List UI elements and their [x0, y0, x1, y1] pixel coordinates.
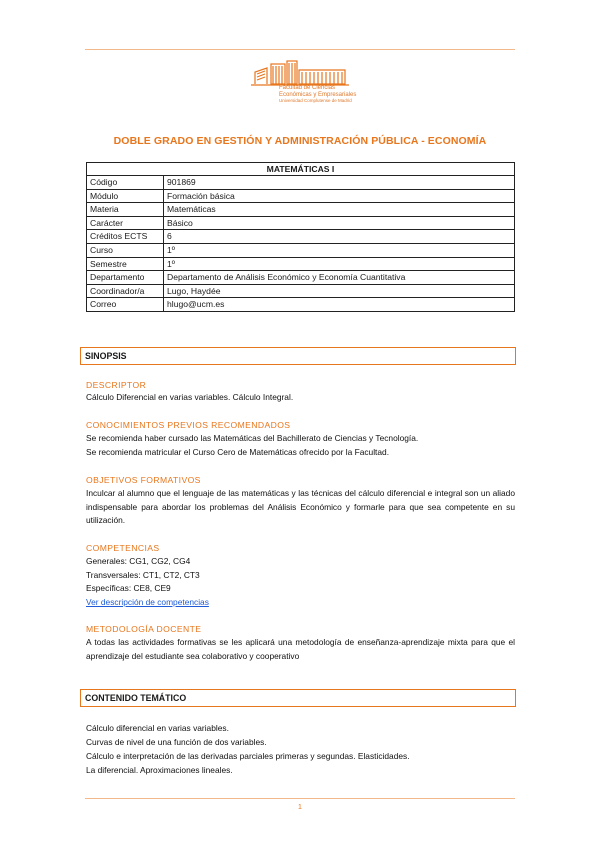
logo-text [279, 85, 356, 105]
conocimientos-label: CONOCIMIENTOS PREVIOS RECOMENDADOS [86, 420, 291, 430]
contenido-line: Curvas de nivel de una función de dos variables. [86, 737, 267, 747]
faculty-logo [245, 58, 357, 116]
metodologia-text: A todas las actividades formativas se les aplicará una metodología de enseñanza-aprendizaje mixta para que el aprendizaje del estudiante sea colaborativo y cooperativo [86, 637, 515, 661]
logo-line: Facultad de Ciencias [279, 85, 336, 91]
contenido-line: Cálculo e interpretación de las derivadas parciales primeras y segundas. Elasticidades. [86, 751, 410, 761]
descriptor-label: DESCRIPTOR [86, 380, 147, 390]
contenido-heading: CONTENIDO TEMÁTICO [80, 689, 516, 707]
row-label: Curso [87, 243, 164, 257]
table-row [87, 298, 515, 312]
row-label: Módulo [87, 189, 164, 203]
row-label: Código [87, 176, 164, 190]
sinopsis-heading: SINOPSIS [80, 347, 516, 365]
row-label: Créditos ECTS [87, 230, 164, 244]
row-value: Matemáticas [164, 203, 515, 217]
conocimientos-line: Se recomienda matricular el Curso Cero de Matemáticas ofrecido por la Facultad. [86, 447, 390, 457]
logo-line: Económicas y Empresariales [279, 91, 357, 98]
row-value: Departamento de Análisis Económico y Economía Cuantitativa [164, 271, 515, 285]
row-label: Semestre [87, 257, 164, 271]
building-logo-icon [245, 58, 357, 88]
table-row [87, 216, 515, 230]
competencias-label: COMPETENCIAS [86, 543, 160, 553]
table-row [87, 189, 515, 203]
table-row [87, 257, 515, 271]
metodologia-label: METODOLOGÍA DOCENTE [86, 624, 202, 634]
row-value: Lugo, Haydée [164, 284, 515, 298]
row-label: Carácter [87, 216, 164, 230]
course-info-table [86, 162, 515, 312]
competencias-line: Específicas: CE8, CE9 [86, 583, 171, 593]
row-value: Básico [164, 216, 515, 230]
table-row [87, 271, 515, 285]
contenido-line: La diferencial. Aproximaciones lineales. [86, 765, 233, 775]
table-row [87, 176, 515, 190]
row-value: 6 [164, 230, 515, 244]
table-row [87, 230, 515, 244]
page-number: 1 [298, 804, 302, 811]
row-value: 1º [164, 257, 515, 271]
degree-title: DOBLE GRADO EN GESTIÓN Y ADMINISTRACIÓN PÚBLICA - ECONOMÍA [113, 135, 487, 147]
row-label: Materia [87, 203, 164, 217]
course-name-heading: MATEMÁTICAS I [87, 163, 515, 176]
competencias-line: Transversales: CT1, CT2, CT3 [86, 570, 200, 580]
row-label: Coordinador/a [87, 284, 164, 298]
row-value: 901869 [164, 176, 515, 190]
competencias-line: Generales: CG1, CG2, CG4 [86, 556, 191, 566]
row-label: Correo [87, 298, 164, 312]
table-header-row [87, 163, 515, 176]
header-rule [85, 49, 515, 50]
table-row [87, 284, 515, 298]
objetivos-text: Inculcar al alumno que el lenguaje de las matemáticas y las técnicas del cálculo diferencial e integral son un aliado indispensable para abordar los problemas del Análisis Económico y formarle para que sea competente en su utilización. [86, 488, 515, 525]
competencias-link[interactable]: Ver descripción de competencias [86, 597, 209, 607]
descriptor-text: Cálculo Diferencial en varias variables. Cálculo Integral. [86, 392, 294, 402]
table-row [87, 203, 515, 217]
objetivos-label: OBJETIVOS FORMATIVOS [86, 475, 201, 485]
row-value: 1º [164, 243, 515, 257]
footer-rule [85, 798, 515, 799]
row-value: hlugo@ucm.es [164, 298, 515, 312]
table-row [87, 243, 515, 257]
conocimientos-line: Se recomienda haber cursado las Matemáticas del Bachillerato de Ciencias y Tecnología. [86, 433, 419, 443]
contenido-line: Cálculo diferencial en varias variables. [86, 723, 229, 733]
row-value: Formación básica [164, 189, 515, 203]
row-label: Departamento [87, 271, 164, 285]
logo-line: Universidad Complutense de Madrid [279, 98, 352, 103]
